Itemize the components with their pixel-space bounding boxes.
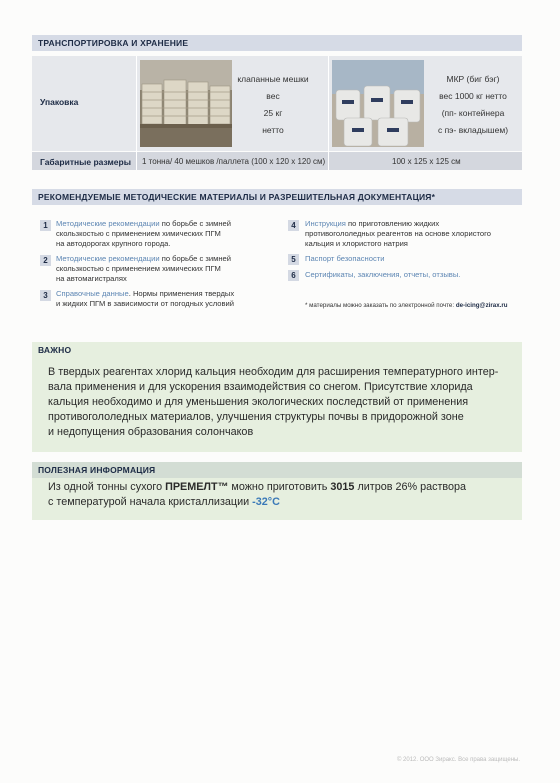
doc-title: Паспорт безопасности [305, 254, 385, 263]
useful-info-text: Из одной тонны сухого ПРЕМЕЛТ™ можно приготовить 3015 литров 26% раствора с температурой начала кристаллизации -32°С [48, 481, 467, 508]
copyright: © 2012. ООО Зиракс. Все права защищены. [396, 757, 520, 763]
brand-name: ПРЕМЕЛТ™ [165, 481, 229, 493]
doc-item-3: Справочные данные. Нормы применения твердых и жидких ПГМ в зависимости от погодных условий [56, 289, 235, 308]
bags-line-4: нетто [262, 125, 284, 135]
order-note: * материалы можно заказать по электронной почте: de-icing@zirax.ru [305, 302, 508, 309]
doc-title: Методические рекомендации [56, 254, 160, 263]
doc-item-4: Инструкция по приготовлению жидких противогололедных реагентов на основе хлористого кальция и хлористого натрия [305, 219, 491, 248]
bigbag-description [427, 71, 519, 139]
big-bags-photo [332, 60, 424, 147]
section-heading-useful: ПОЛЕЗНАЯ ИНФОРМАЦИЯ [32, 462, 522, 478]
bigbag-line-2: вес 1000 кг нетто [439, 91, 507, 101]
bags-dimensions: 1 тонна/ 40 мешков /паллета (100 х 120 х 120 см) [142, 157, 326, 166]
temperature-value: -32°С [252, 496, 280, 508]
doc-item-6 [305, 270, 460, 280]
section-heading-transport: ТРАНСПОРТИРОВКА И ХРАНЕНИЕ [32, 35, 522, 51]
doc-number: 4 [288, 220, 299, 231]
doc-title: Методические рекомендации [56, 219, 160, 228]
doc-number: 1 [40, 220, 51, 231]
doc-item-1: Методические рекомендации по борьбе с зимней скользкостью с применением химических ПГМ на автодорогах крупного города. [56, 219, 232, 248]
bags-description [232, 71, 314, 139]
bigbag-line-1: МКР (биг бэг) [446, 74, 500, 84]
bags-line-2: вес [266, 91, 280, 101]
bigbag-line-3: (пп- контейнера [441, 108, 505, 118]
section-heading-important: ВАЖНО [38, 345, 72, 355]
bigbag-dimensions: 100 х 125 х 125 см [392, 157, 461, 166]
doc-number: 5 [288, 254, 299, 265]
section-heading-docs: РЕКОМЕНДУЕМЫЕ МЕТОДИЧЕСКИЕ МАТЕРИАЛЫ И РАЗРЕШИТЕЛЬНАЯ ДОКУМЕНТАЦИЯ* [32, 189, 522, 205]
doc-item-5 [305, 254, 384, 264]
doc-title: Инструкция [305, 219, 346, 228]
dimensions-label: Габаритные размеры [40, 157, 131, 167]
bags-line-3: 25 кг [263, 108, 283, 118]
contact-email[interactable]: de-icing@zirax.ru [455, 302, 508, 309]
packaging-table [32, 56, 522, 170]
liters-value: 3015 [330, 481, 355, 493]
doc-number: 3 [40, 290, 51, 301]
doc-number: 6 [288, 270, 299, 281]
doc-title: Справочные данные [56, 289, 129, 298]
bigbag-line-4: с пэ- вкладышем) [437, 125, 509, 135]
important-text: В твердых реагентах хлорид кальция необходим для расширения температурного интер- вала применения и для ускорения взаимодействия со снегом. Присутствие хлорида кальция необходимо и для уменьшения экологических последствий от применения противогололедных материалов, улучшения структуры почвы в придорожной зоне и недопущения образования солончаков [48, 366, 499, 438]
bag-pallets-photo [140, 60, 232, 147]
packaging-label: Упаковка [40, 97, 79, 107]
bags-line-1: клапанные мешки [237, 74, 309, 84]
doc-number: 2 [40, 255, 51, 266]
doc-title: Сертификаты, заключения, отчеты, отзывы. [305, 270, 461, 279]
doc-item-2: Методические рекомендации по борьбе с зимней скользкостью с применением химических ПГМ на автомагистралях [56, 254, 232, 283]
